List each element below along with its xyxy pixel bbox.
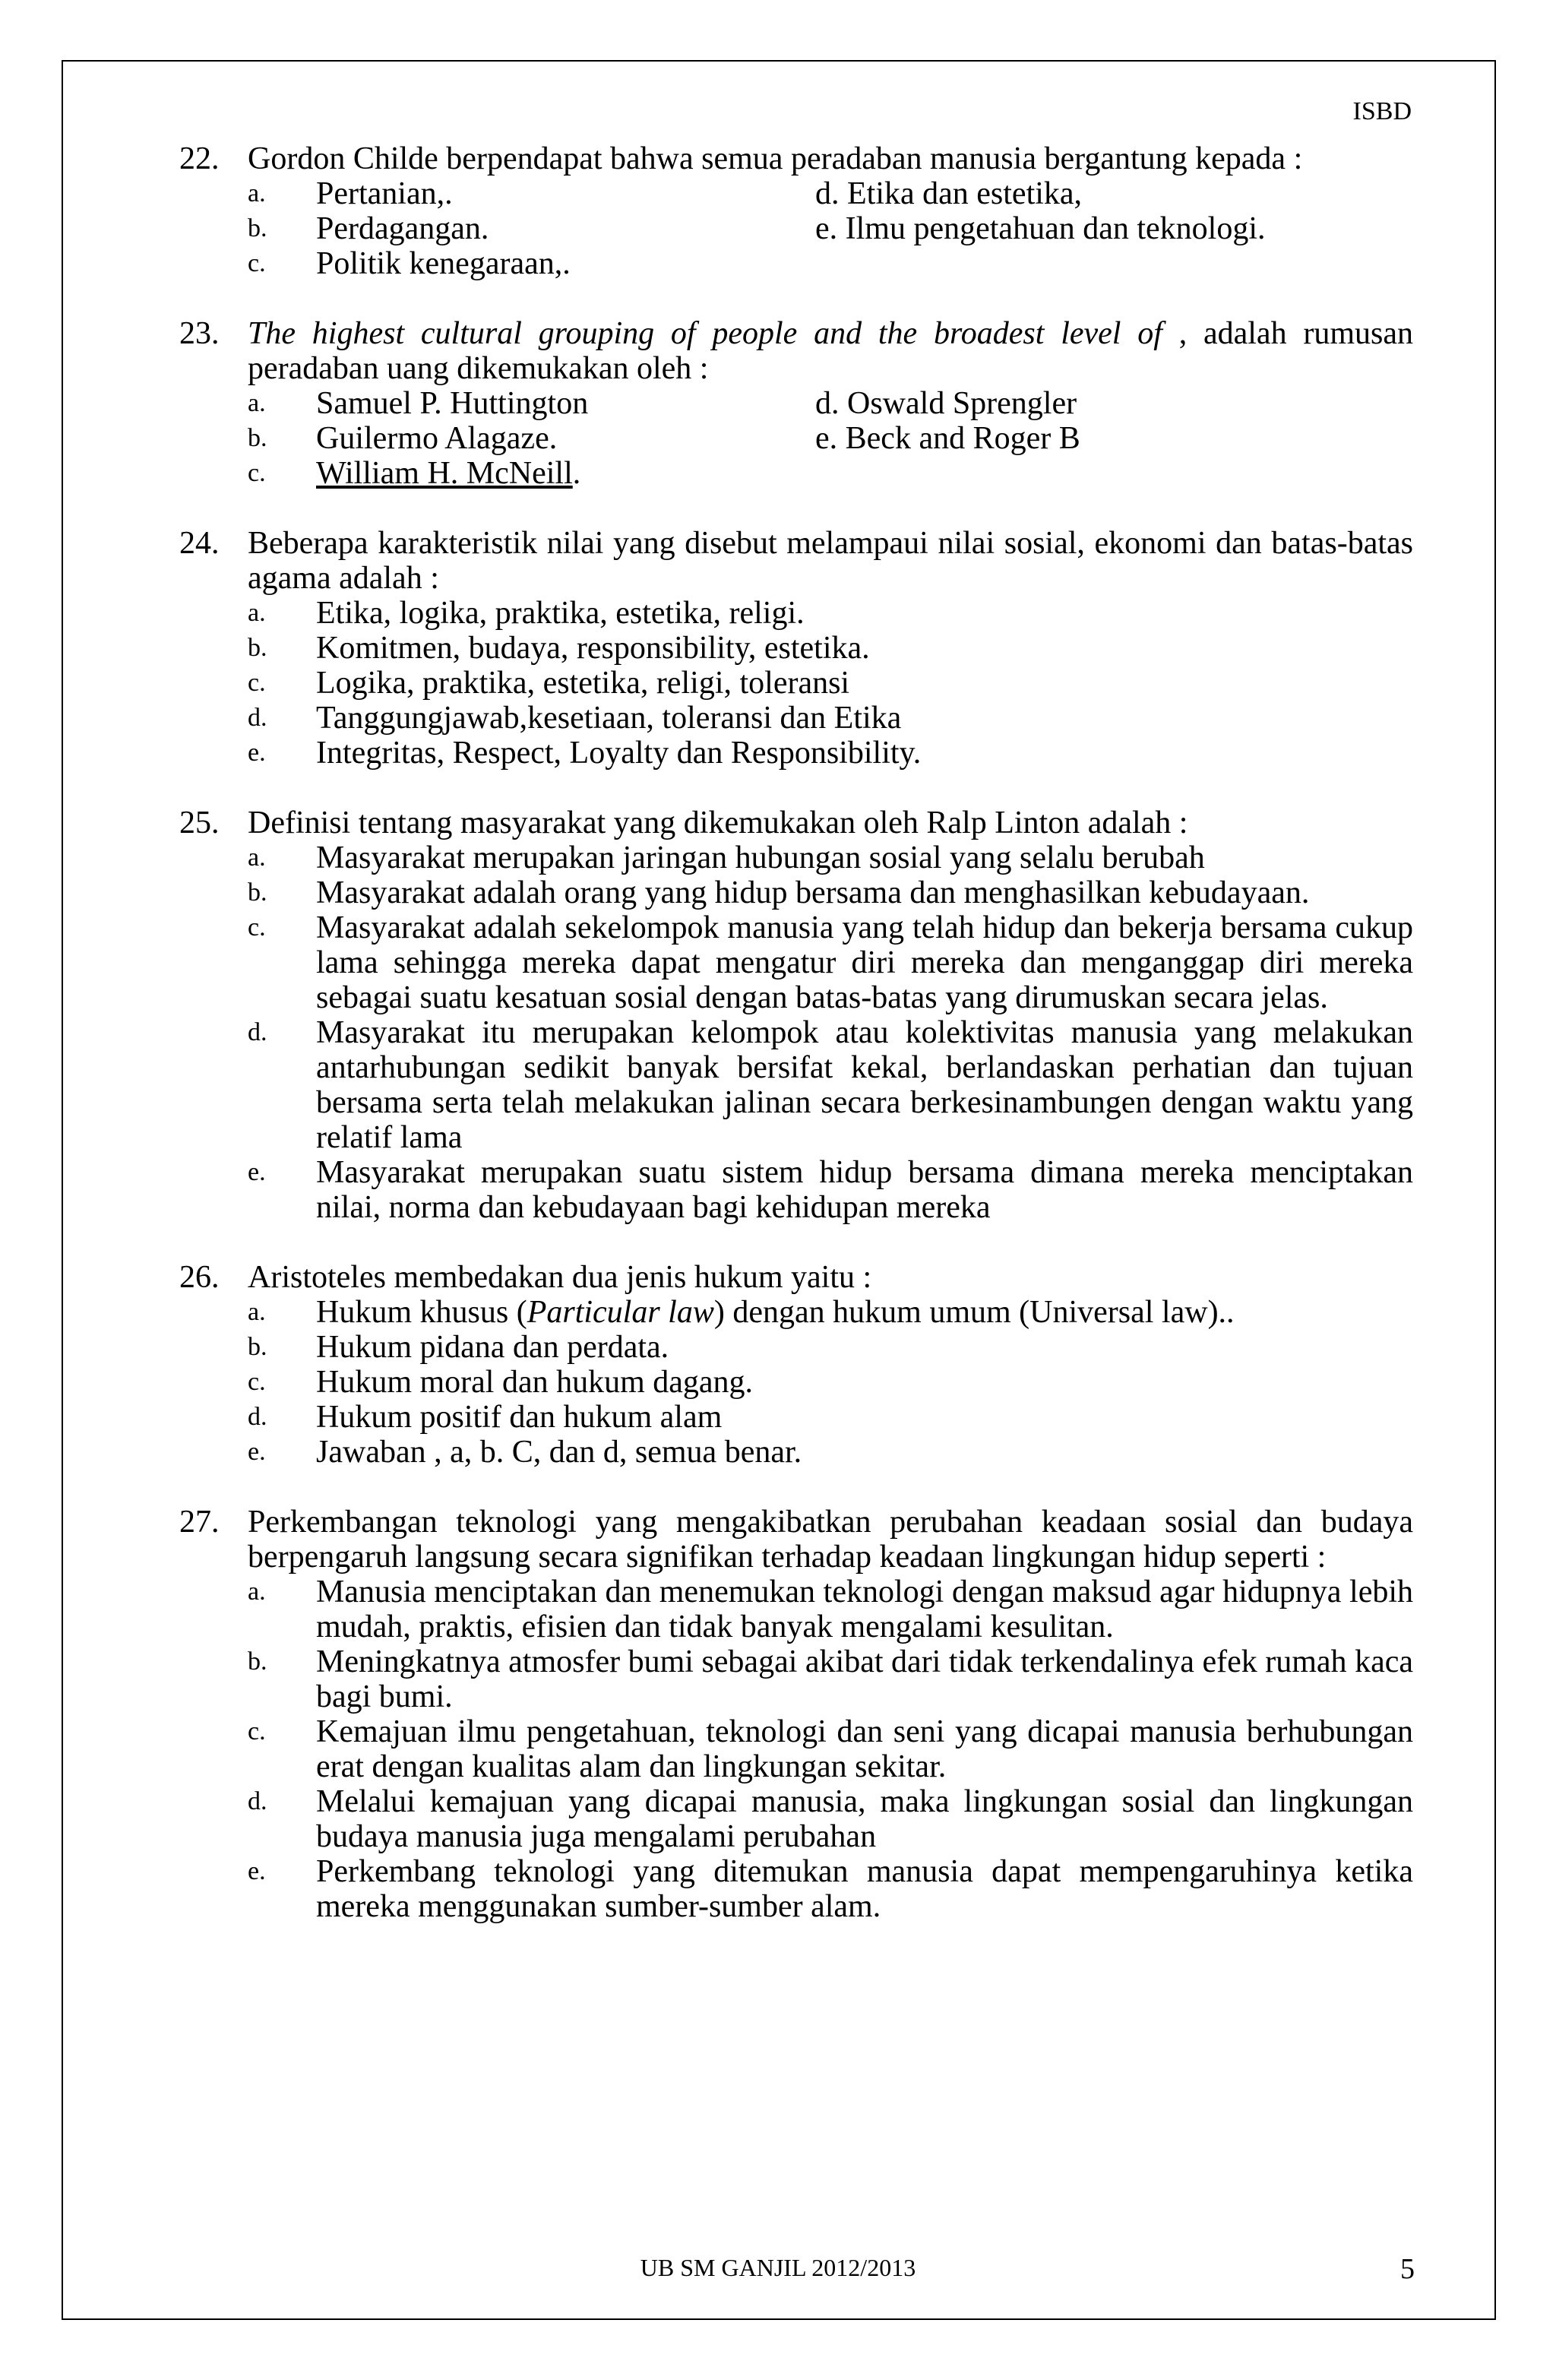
option-d: d. Melalui kemajuan yang dicapai manusia, maka lingkungan sosial dan lingkungan budaya manusia juga mengalami perubahan <box>248 1784 1413 1854</box>
question-list <box>179 141 1413 1959</box>
question-stem: Beberapa karakteristik nilai yang disebut melampaui nilai sosial, ekonomi dan batas-batas agama adalah : <box>248 526 1413 596</box>
option-d: d. Oswald Sprengler <box>815 386 1077 421</box>
option-c: c. Politik kenegaraan,. <box>248 246 571 281</box>
option-c: c. William H. McNeill. <box>248 456 581 491</box>
footer-exam-label: UB SM GANJIL 2012/2013 <box>640 2254 916 2281</box>
underlined-answer: William H. McNeill <box>316 456 573 491</box>
option-grid <box>248 386 1413 491</box>
header-course-tag: ISBD <box>1352 97 1412 125</box>
option-c: c. Logika, praktika, estetika, religi, toleransi <box>248 666 850 701</box>
question-number: 26. <box>179 1260 220 1295</box>
option-b: b. Meningkatnya atmosfer bumi sebagai akibat dari tidak terkendalinya efek rumah kaca bagi bumi. <box>248 1644 1413 1714</box>
option-a: a. Etika, logika, praktika, estetika, religi. <box>248 596 805 631</box>
question-25 <box>179 805 1413 1225</box>
question-24 <box>179 526 1413 771</box>
option-b: b. Komitmen, budaya, responsibility, estetika. <box>248 631 870 666</box>
option-d: d. Masyarakat itu merupakan kelompok atau kolektivitas manusia yang melakukan antarhubungan sedikit banyak bersifat kekal, berlandaskan perhatian dan tujuan bersama serta telah melakukan jalinan secara berkesinambungen dengan waktu yang relatif lama <box>248 1015 1413 1155</box>
option-d: d. Etika dan estetika, <box>815 176 1083 211</box>
option-b: b. Perdagangan. <box>248 211 489 246</box>
option-grid <box>248 176 1413 281</box>
option-a: a. Samuel P. Huttington <box>248 386 589 421</box>
question-number: 22. <box>179 141 220 176</box>
option-d: d. Hukum positif dan hukum alam <box>248 1400 723 1435</box>
question-27 <box>179 1505 1413 1924</box>
question-26 <box>179 1260 1413 1470</box>
question-number: 27. <box>179 1505 220 1540</box>
option-a: a. Hukum khusus (Particular law) dengan hukum umum (Universal law).. <box>248 1295 1235 1330</box>
option-b: b. Guilermo Alagaze. <box>248 421 558 456</box>
question-stem: Perkembangan teknologi yang mengakibatkan perubahan keadaan sosial dan budaya berpengaruh langsung secara signifikan terhadap keadaan lingkungan hidup seperti : <box>248 1505 1413 1575</box>
question-number: 25. <box>179 805 220 840</box>
page-number: 5 <box>1400 2253 1415 2285</box>
option-e: e. Integritas, Respect, Loyalty dan Responsibility. <box>248 736 922 771</box>
question-stem: Gordon Childe berpendapat bahwa semua peradaban manusia bergantung kepada : <box>248 141 1303 176</box>
option-c: c. Hukum moral dan hukum dagang. <box>248 1365 754 1400</box>
option-e: e. Perkembang teknologi yang ditemukan manusia dapat mempengaruhinya ketika mereka menggunakan sumber-sumber alam. <box>248 1854 1413 1924</box>
question-23 <box>179 316 1413 491</box>
question-number: 24. <box>179 526 220 561</box>
question-stem: Definisi tentang masyarakat yang dikemukakan oleh Ralp Linton adalah : <box>248 805 1188 840</box>
option-e: e. Masyarakat merupakan suatu sistem hidup bersama dimana mereka menciptakan nilai, norma dan kebudayaan bagi kehidupan mereka <box>248 1155 1413 1225</box>
option-e: e. Ilmu pengetahuan dan teknologi. <box>815 211 1266 246</box>
option-e: e. Jawaban , a, b. C, dan d, semua benar. <box>248 1435 802 1470</box>
question-stem: The highest cultural grouping of people and the broadest level of , adalah rumusan peradaban uang dikemukakan oleh : <box>248 316 1413 386</box>
option-a: a. Pertanian,. <box>248 176 453 211</box>
option-e: e. Beck and Roger B <box>815 421 1080 456</box>
option-a: a. Manusia menciptakan dan menemukan teknologi dengan maksud agar hidupnya lebih mudah, praktis, efisien dan tidak banyak mengalami kesulitan. <box>248 1575 1413 1644</box>
option-c: c. Kemajuan ilmu pengetahuan, teknologi dan seni yang dicapai manusia berhubungan erat dengan kualitas alam dan lingkungan sekitar. <box>248 1714 1413 1784</box>
option-c: c. Masyarakat adalah sekelompok manusia yang telah hidup dan bekerja bersama cukup lama sehingga mereka dapat mengatur diri mereka dan menganggap diri mereka sebagai suatu kesatuan sosial dengan batas-batas yang dirumuskan secara jelas. <box>248 910 1413 1015</box>
option-d: d. Tanggungjawab,kesetiaan, toleransi dan Etika <box>248 701 902 736</box>
question-number: 23. <box>179 316 220 351</box>
option-b: b. Hukum pidana dan perdata. <box>248 1330 669 1365</box>
option-a: a. Masyarakat merupakan jaringan hubungan sosial yang selalu berubah <box>248 840 1205 875</box>
question-22 <box>179 141 1413 281</box>
option-b: b. Masyarakat adalah orang yang hidup bersama dan menghasilkan kebudayaan. <box>248 875 1310 910</box>
question-stem: Aristoteles membedakan dua jenis hukum yaitu : <box>248 1260 872 1295</box>
